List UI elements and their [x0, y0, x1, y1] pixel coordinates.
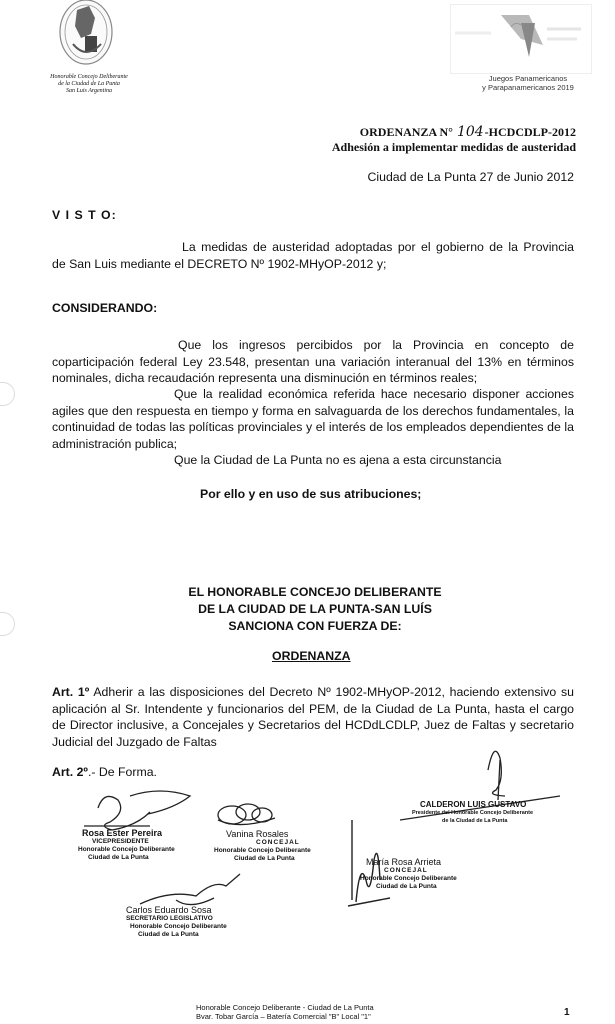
signature-role: VICEPRESIDENTE	[92, 838, 149, 845]
games-label: Juegos Panamericanos y Parapanamericanos 2019	[482, 74, 574, 92]
signature-sosa	[140, 874, 240, 905]
punch-hole-bottom	[0, 612, 15, 636]
council-caption: Honorable Concejo Deliberante de la Ciudad de La Punta San Luis Argentina	[50, 74, 128, 94]
signature-rosales	[218, 804, 275, 825]
signature-pereira	[84, 791, 190, 830]
por-ello: Por ello y en uso de sus atribuciones;	[200, 487, 422, 501]
article-1-label: Art. 1º	[52, 685, 90, 699]
ordinance-subtitle: Adhesión a implementar medidas de austeridad	[331, 140, 576, 154]
visto-paragraph: La medidas de austeridad adoptadas por el gobierno de la Provincia de San Luis mediante el DECRETO Nº 1902-MHyOP-2012 y;	[52, 240, 574, 271]
ordenanza-heading: ORDENANZA	[272, 649, 351, 663]
signature-block-calderon: CALDERON LUIS GUSTAVO Presidente del Honorable Concejo Deliberante de la Ciudad de La Punta	[412, 800, 534, 824]
ordinance-number-handwritten: 104	[456, 124, 484, 140]
date-line: Ciudad de La Punta 27 de Junio 2012	[367, 170, 574, 184]
ordinance-title	[280, 124, 576, 140]
considerando-heading: CONSIDERANDO:	[52, 301, 158, 315]
signature-block-pereira: Rosa Ester Pereira VICEPRESIDENTE Honorable Concejo Deliberante Ciudad de La Punta	[60, 828, 180, 862]
sanciona-block: EL HONORABLE CONCEJO DELIBERANTE DE LA CIUDAD DE LA PUNTA-SAN LUÍS SANCIONA CON FUERZA DE:	[188, 585, 442, 633]
ordinance-prefix: ORDENANZA N°	[359, 125, 453, 139]
article-2	[52, 764, 157, 781]
signature-block-rosales: Vanina Rosales CONCEJAL Honorable Concejo Deliberante Ciudad de La Punta	[214, 829, 311, 862]
ordinance-suffix: -HCDCDLP-2012	[484, 125, 576, 139]
signature-block-arrieta: María Rosa Arrieta CONCEJAL Honorable Concejo Deliberante Ciudad de La Punta	[360, 857, 457, 890]
signature-block-sosa: Carlos Eduardo Sosa SECRETARIO LEGISLATIVO Honorable Concejo Deliberante Ciudad de La Punta	[126, 905, 227, 938]
article-1	[52, 684, 574, 750]
article-1-text: Adherir a las disposiciones del Decreto Nº 1902-MHyOP-2012, haciendo extensivo su aplicación al Sr. Intendente y funcionarios del PEM, de la Ciudad de La Punta, hasta el cargo de Director inclusive, a Concejales y Secretarios del HCDdLCDLP, Juez de Faltas y secretario Judicial del Juzgado de Faltas	[52, 685, 574, 749]
visto-heading: V I S T O:	[52, 208, 117, 222]
page-number: 1	[564, 1007, 570, 1018]
considerando-paragraph-2: Que la realidad económica referida hace necesario disponer acciones agiles que den respuesta en tiempo y forma en salvaguarda de los derechos fundamentales, la continuidad de todas las políticas provinciales y el interés de los empleados dependientes de la administración publica;	[52, 387, 574, 451]
punch-hole-top	[0, 382, 15, 406]
games-logo	[450, 4, 592, 74]
council-seal	[55, 0, 117, 72]
considerando-paragraph-3: Que la Ciudad de La Punta no es ajena a esta circunstancia	[174, 453, 502, 467]
article-2-label: Art. 2º	[52, 765, 88, 779]
article-2-text: .- De Forma.	[87, 765, 157, 779]
footer-address: Honorable Concejo Deliberante - Ciudad de La Punta Bvar. Tobar García – Batería Comercial "B" Local "1"	[196, 1003, 374, 1021]
considerando-paragraph-1: Que los ingresos percibidos por la Provincia en concepto de coparticipación federal Ley 23.548, presentan una variación interanual del 13% en términos nominales, dicha recaudación representa una disminución en términos reales;	[52, 338, 574, 385]
